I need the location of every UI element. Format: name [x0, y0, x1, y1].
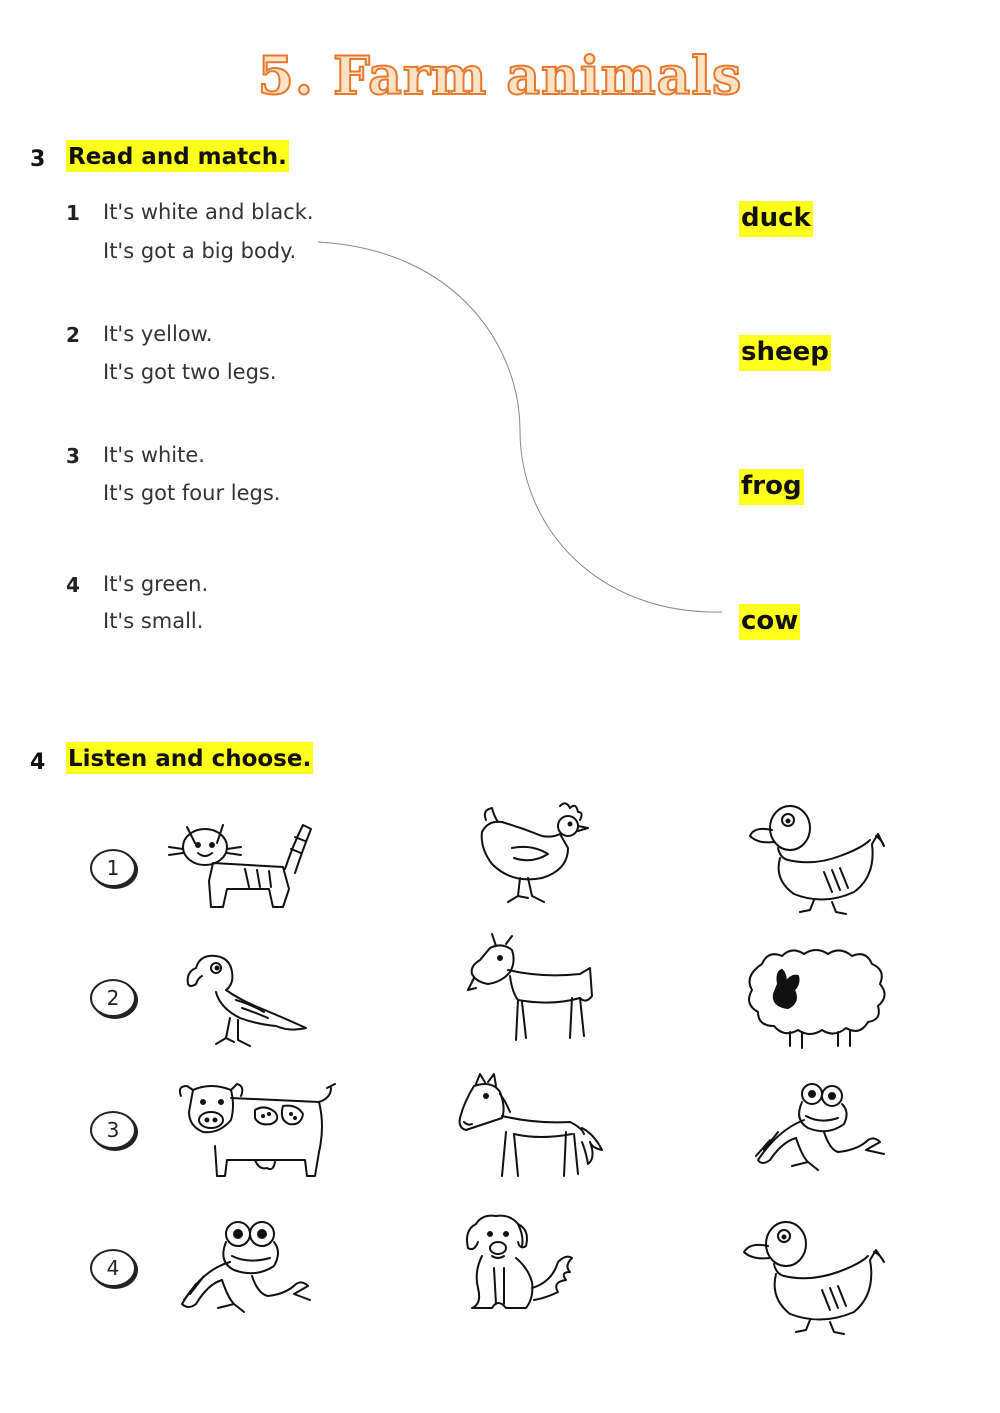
frog-icon[interactable]: [748, 1080, 888, 1180]
exercise-3-instruction: Read and match.: [66, 140, 289, 172]
exercise-4-number: 4: [30, 750, 46, 775]
match-line[interactable]: [0, 0, 1000, 700]
exercise-3-number: 3: [30, 147, 46, 172]
page-title: 5. Farm animals: [257, 46, 743, 107]
hen-icon[interactable]: [472, 798, 592, 908]
word-duck[interactable]: duck: [739, 201, 813, 237]
duck-icon[interactable]: [744, 800, 894, 915]
item-3-line-1: It's white.: [103, 443, 205, 467]
row-4-number: 4: [90, 1249, 136, 1287]
item-2-line-1: It's yellow.: [103, 322, 213, 346]
frog-icon[interactable]: [178, 1218, 313, 1318]
item-1-line-2: It's got a big body.: [103, 239, 297, 263]
sheep-icon[interactable]: [742, 944, 890, 1052]
word-frog[interactable]: frog: [739, 469, 804, 505]
duck-icon[interactable]: [738, 1214, 893, 1339]
item-1-line-1: It's white and black.: [103, 200, 314, 224]
row-2-number: 2: [90, 979, 136, 1017]
row-1-number: 1: [90, 849, 136, 887]
cow-icon[interactable]: [175, 1076, 340, 1188]
parrot-icon[interactable]: [180, 948, 310, 1053]
item-4-line-1: It's green.: [103, 572, 209, 596]
item-3-line-2: It's got four legs.: [103, 481, 281, 505]
word-sheep[interactable]: sheep: [739, 335, 831, 371]
item-2-line-2: It's got two legs.: [103, 360, 277, 384]
dog-icon[interactable]: [462, 1212, 587, 1320]
horse-icon[interactable]: [456, 1072, 611, 1182]
item-2-number: 2: [66, 323, 80, 347]
item-4-line-2: It's small.: [103, 609, 204, 633]
row-3-number: 3: [90, 1111, 136, 1149]
item-1-number: 1: [66, 201, 80, 225]
item-3-number: 3: [66, 444, 80, 468]
goat-icon[interactable]: [462, 932, 602, 1047]
exercise-4-instruction: Listen and choose.: [66, 742, 313, 774]
word-cow[interactable]: cow: [739, 604, 800, 640]
cat-icon[interactable]: [165, 815, 315, 915]
item-4-number: 4: [66, 573, 80, 597]
